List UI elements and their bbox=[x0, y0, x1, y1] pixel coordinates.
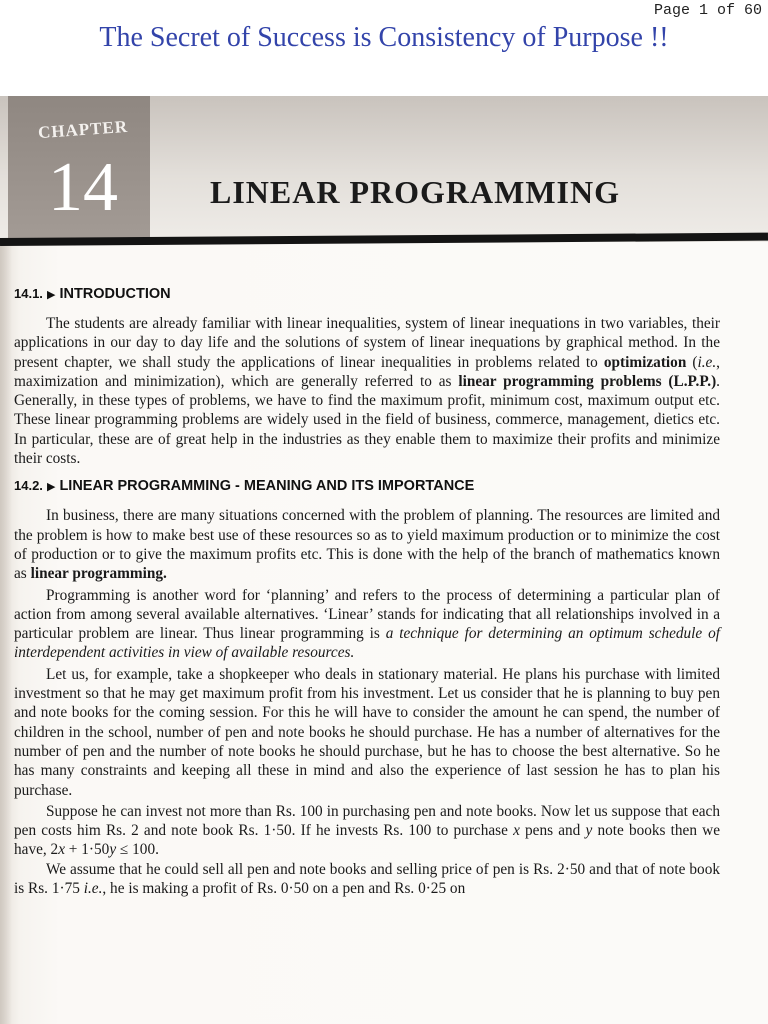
scanned-page bbox=[0, 96, 768, 1024]
section-heading-introduction: 14.1. ▶ INTRODUCTION bbox=[14, 286, 171, 302]
page-content bbox=[14, 286, 720, 898]
chapter-label: CHAPTER bbox=[37, 116, 129, 143]
chapter-number: 14 bbox=[48, 149, 118, 226]
intro-paragraph: The students are already familiar with linear inequalities, system of linear inequations in two variables, their applications in our day to day life and the solutions of system of linear inequations by graphical method. In the present chapter, we shall study the applications of linear inequalities in problems related to optimization (i.e., maximization and minimization), which are generally referred to as linear programming problems (L.P.P.). Generally, in these types of problems, we have to find the maximum profit, minimum cost, maximum output etc. These linear programming problems are widely used in the field of business, commerce, management, dietics etc. In particular, these are of great help in the industries as they enable them to maximize their profits and minimize their costs. bbox=[14, 315, 720, 468]
section-heading-meaning: 14.2. ▶ LINEAR PROGRAMMING - MEANING AND ITS IMPORTANCE bbox=[14, 478, 475, 495]
arrow-icon: ▶ bbox=[46, 481, 56, 494]
page-binding-shadow bbox=[0, 246, 12, 1024]
page-counter: Page 1 of 60 bbox=[653, 2, 762, 19]
arrow-icon: ▶ bbox=[46, 289, 56, 301]
motto-heading: The Secret of Success is Consistency of Purpose !! bbox=[99, 22, 669, 53]
meaning-paragraph-1: In business, there are many situations concerned with the problem of planning. The resources are limited and the problem is how to make best use of these resources so as to yield maximum production or to minimize the cost of production or to give the maximum profits etc. This is done with the help of the branch of mathematics known as linear programming. bbox=[14, 507, 720, 583]
meaning-paragraph-4: Suppose he can invest not more than Rs. 100 in purchasing pen and note books. Now let us suppose that each pen costs him Rs. 2 and note book Rs. 1·50. If he invests Rs. 100 to purchase x pens and y note books then we have, 2x + 1·50y ≤ 100. bbox=[14, 802, 720, 859]
meaning-paragraph-2: Programming is another word for ‘planning’ and refers to the process of determining a particular plan of action from among several available alternatives. ‘Linear’ stands for indicating that all relationships involved in a particular problem are linear. Thus linear programming is a technique for determining an optimum schedule of interdependent activities in view of available resources. bbox=[14, 586, 720, 662]
meaning-paragraph-3: Let us, for example, take a shopkeeper who deals in stationary material. He plans his purchase with limited investment so that he may get maximum profit from his investment. Let us consider that he is planning to buy pen and note books for the coming session. For this he will have to consider the amount he can spend, the number of children in the school, number of pen and note books he should purchase. He has a number of alternatives for the number of pen and the number of note books he should purchase, but he has to choose the best alternative. So he has many constraints and keeping all these in mind and also the experience of last session he has to plan his purchase. bbox=[14, 665, 720, 799]
meaning-paragraph-5: We assume that he could sell all pen and note books and selling price of pen is Rs. 2·50 and that of note book is Rs. 1·75 i.e., he is making a profit of Rs. 0·50 on a pen and Rs. 0·25 on bbox=[14, 860, 720, 898]
chapter-title: LINEAR PROGRAMMING bbox=[210, 174, 620, 210]
chapter-number-box bbox=[8, 96, 150, 242]
